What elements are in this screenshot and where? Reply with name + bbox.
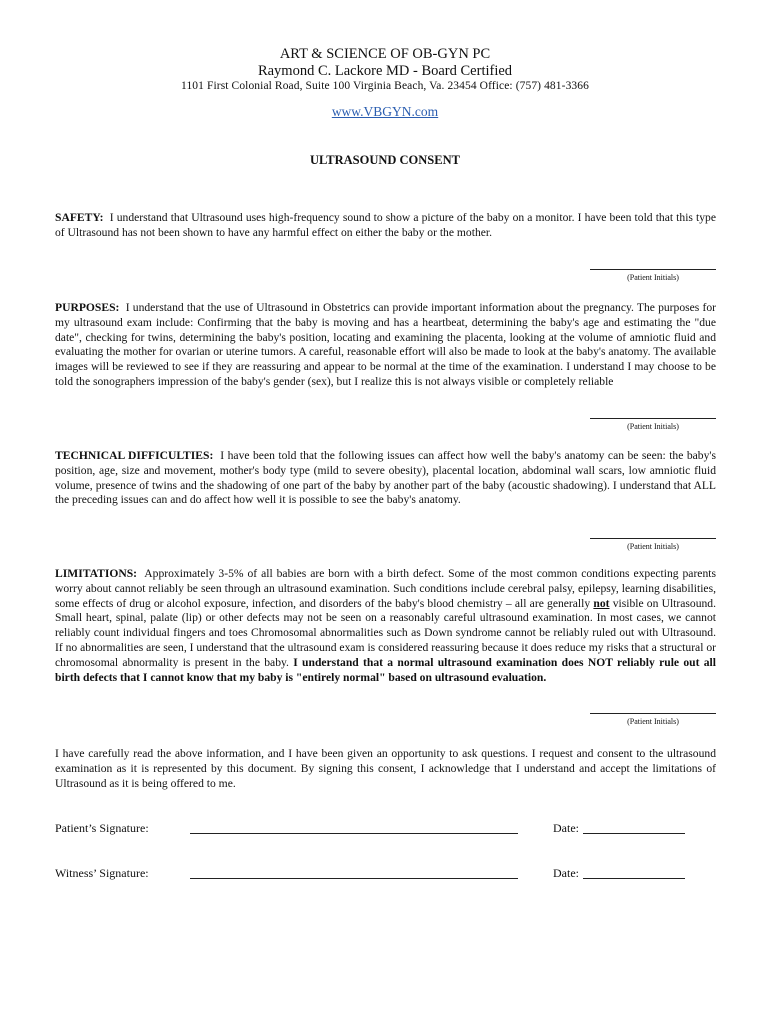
not-emphasis: not: [593, 596, 610, 610]
initials-line[interactable]: [590, 713, 716, 714]
safety-text: I understand that Ultrasound uses high-frequency sound to show a picture of the baby on a monitor. I have been told that this type of Ultrasound has not been shown to have any harmful effect on either the baby or the mother.: [55, 211, 717, 239]
patient-signature-label: Patient’s Signature:: [55, 821, 149, 835]
initials-caption: (Patient Initials): [627, 422, 679, 431]
practice-address: 1101 First Colonial Road, Suite 100 Virginia Beach, Va. 23454 Office: (757) 481-3366: [181, 80, 589, 92]
initials-line[interactable]: [590, 538, 716, 539]
consent-text: I have carefully read the above information, and I have been given an opportunity to ask questions. I request and consent to the ultrasound examination as it is represented by this document. By signing this consent, I acknowledge that I understand and accept the limitations of Ultrasound as it is being offered to me.: [55, 747, 716, 790]
limitations-initials[interactable]: [590, 713, 716, 726]
witness-date-field[interactable]: [583, 866, 685, 879]
technical-paragraph: [55, 449, 716, 508]
safety-label: SAFETY:: [55, 211, 104, 224]
doctor-name: Raymond C. Lackore MD - Board Certified: [257, 63, 513, 79]
technical-initials[interactable]: [590, 538, 716, 551]
limitations-text-a: Approximately 3-5% of all babies are born with a birth defect. Some of the most common conditions expecting parents worry about cannot reliably be seen through an ultrasound examination. Such conditions include cerebral palsy, epilepsy, learning disabilities, some effects of drug or alcohol exposure, infection, and disorders of the baby's blood chemistry – all are generally: [55, 567, 716, 610]
witness-signature-label: Witness’ Signature:: [55, 866, 149, 880]
witness-signature-field[interactable]: [190, 866, 518, 879]
purposes-initials[interactable]: [590, 418, 716, 431]
consent-paragraph: [55, 747, 716, 791]
patient-date-field[interactable]: [583, 821, 685, 834]
patient-signature-field[interactable]: [190, 821, 518, 834]
practice-name: ART & SCIENCE OF OB-GYN PC: [279, 46, 491, 62]
technical-text: I have been told that the following issues can affect how well the baby's anatomy can be seen: the baby's position, age, size and movement, mother's body type (mild to severe obesity), placental location, abdominal wall scars, low amniotic fluid volume, presence of twins and the shadowing of one part of the baby by another part of the baby (acoustic shadowing). I understand that ALL the preceding issues can and do affect how well it is possible to see the baby's anatomy.: [55, 449, 716, 507]
purposes-paragraph: [55, 301, 716, 390]
initials-caption: (Patient Initials): [627, 717, 679, 726]
safety-paragraph: [55, 211, 716, 241]
initials-line[interactable]: [590, 269, 716, 270]
initials-caption: (Patient Initials): [627, 273, 679, 282]
purposes-label: PURPOSES:: [55, 301, 120, 314]
technical-label: TECHNICAL DIFFICULTIES:: [55, 449, 214, 462]
patient-date-label: Date:: [553, 821, 579, 835]
limitations-label: LIMITATIONS:: [55, 567, 138, 580]
safety-initials[interactable]: [590, 269, 716, 282]
limitations-bold-text: I understand that a normal ultrasound examination does NOT reliably rule out all birth defects that I cannot know that my baby is "entirely normal" based on ultrasound evaluation.: [55, 655, 716, 684]
document-title: ULTRASOUND CONSENT: [310, 153, 460, 167]
website-link[interactable]: www.VBGYN.com: [331, 104, 439, 119]
initials-caption: (Patient Initials): [627, 542, 679, 551]
initials-line[interactable]: [590, 418, 716, 419]
limitations-text-b: visible on Ultrasound. Small heart, spinal, palate (lip) or other defects may not be seen on a reasonably careful ultrasound examination. In most cases, we cannot reliably count individual fingers and toes Chromosomal abnormalities such as Down syndrome cannot be reliably ruled out with Ultrasound. If no abnormalities are seen, I understand that the ultrasound exam is considered reassuring because it does reduce my risks that a structural or chromosomal abnormality is present in the baby.: [55, 596, 717, 669]
limitations-paragraph: [55, 567, 716, 685]
witness-date-label: Date:: [553, 866, 579, 880]
purposes-text: I understand that the use of Ultrasound in Obstetrics can provide important information about the pregnancy. The purposes for my ultrasound exam include: Confirming that the baby is moving and has a heartbeat, determining the baby's age and estimating the "due date", checking for twins, determining the baby's position, locating and examining the placenta, looking at the volume of amniotic fluid and evaluating the mother for ovarian or uterine tumors. A careful, reasonable effort will also be made to look at the baby's anatomy. The available images will be reviewed to see if they are reassuring and appear to be normal at the time of the examination. I understand I may choose to be told the sonographers impression of the baby's gender (sex), but I realize this is not always visible or completely reliable: [55, 301, 716, 388]
